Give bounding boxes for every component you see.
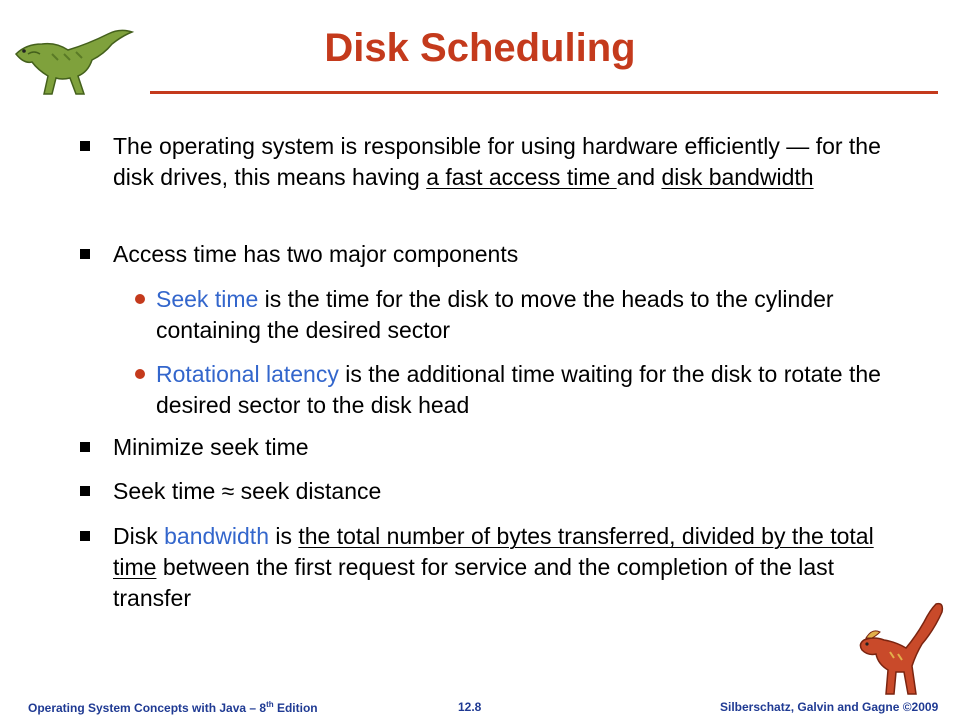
bullet-dot-icon (135, 369, 145, 379)
bullet-square-icon (80, 442, 90, 452)
footer-book-title-end: Edition (273, 701, 318, 715)
bullet-dot-icon (135, 294, 145, 304)
bullet-4-post: seek distance (234, 478, 382, 504)
bullet-square-icon (80, 531, 90, 541)
bullet-3-text: Minimize seek time (113, 434, 309, 460)
sub-bullet-2-rest: is the additional time waiting for the disk to rotate the desired sector to the disk head (156, 361, 881, 418)
term-rotational-latency: Rotational latency (156, 361, 339, 387)
bullet-4-pre: Seek time (113, 478, 222, 504)
bullet-1-joiner: and (616, 164, 662, 190)
footer-book-title-main: Operating System Concepts with Java – 8 (28, 701, 267, 715)
bullet-1-underlined-access-time: a fast access time (426, 164, 617, 190)
bullet-square-icon (80, 249, 90, 259)
bullet-1-text (113, 131, 903, 193)
bullet-square-icon (80, 141, 90, 151)
bullet-5-post: between the first request for service and the completion of the last transfer (113, 554, 835, 611)
bullet-2-text: Access time has two major components (113, 241, 519, 267)
sub-bullet-2-text (156, 359, 896, 421)
sub-bullet-1-text (156, 284, 896, 346)
bullet-5-text (113, 521, 903, 614)
bullet-5-underlined-definition: the total number of bytes transferred, divided by the total time (113, 523, 874, 580)
bullet-1-underlined-bandwidth: disk bandwidth (661, 164, 814, 190)
bullet-1-intro: The operating system is responsible for using hardware efficiently — for the disk drives, this means having (113, 133, 881, 190)
bullet-5-pre: Disk (113, 523, 165, 549)
slide-number: 12.8 (458, 700, 482, 714)
sub-bullet-1-rest: is the time for the disk to move the heads to the cylinder containing the desired sector (156, 286, 834, 343)
footer-book-title-sup: th (266, 700, 274, 709)
bullet-4-text (113, 476, 903, 507)
bullet-square-icon (80, 486, 90, 496)
term-bandwidth: bandwidth (164, 523, 269, 549)
slide-title: Disk Scheduling (324, 26, 636, 70)
dinosaur-red-icon (850, 600, 950, 700)
bullet-5-mid: is (268, 523, 299, 549)
footer-book-title (28, 700, 318, 715)
approx-symbol: ≈ (221, 478, 235, 504)
footer-authors: Silberschatz, Galvin and Gagne ©2009 (720, 700, 939, 714)
term-seek-time: Seek time (156, 286, 259, 312)
